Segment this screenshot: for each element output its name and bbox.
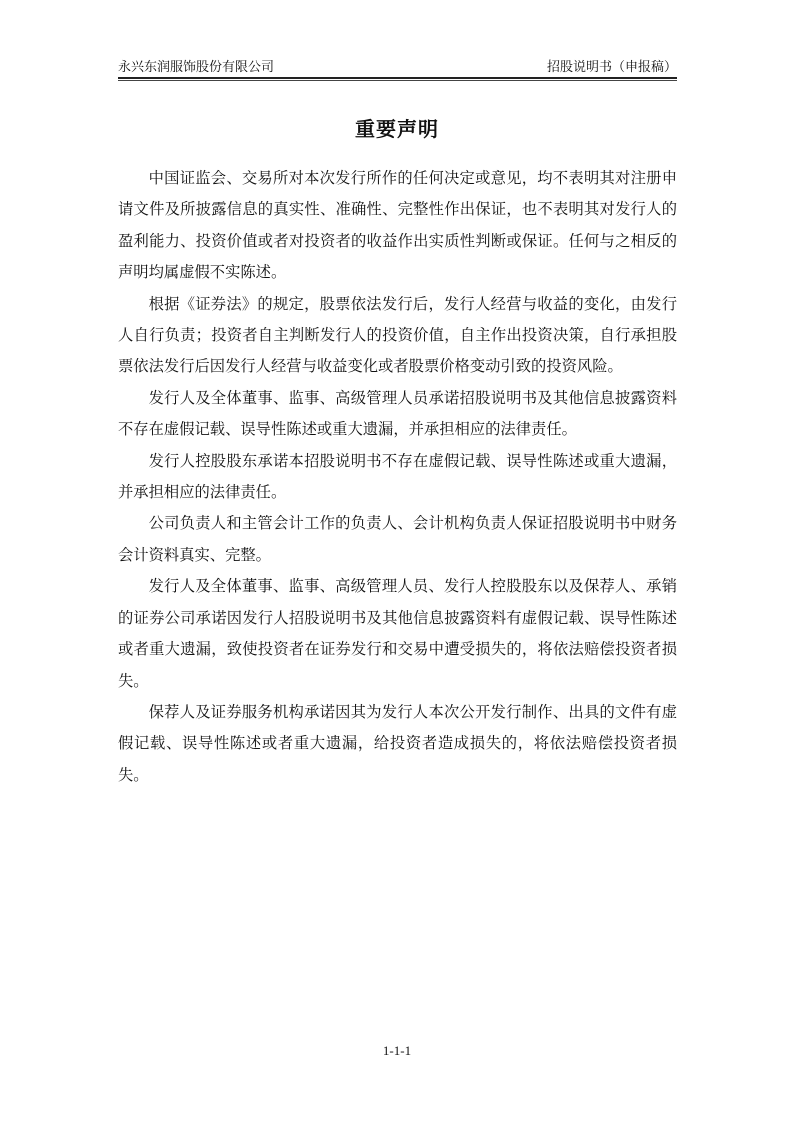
statement-paragraph: 发行人及全体董事、监事、高级管理人员、发行人控股股东以及保荐人、承销的证券公司承诺因发行人招股说明书及其他信息披露资料有虚假记载、误导性陈述或者重大遗漏，致使投资者在证券发行和交易中遭受损失的，将依法赔偿投资者损失。 (118, 577, 677, 690)
page-number: 1-1-1 (382, 1043, 412, 1058)
statement-paragraph: 保荐人及证券服务机构承诺因其为发行人本次公开发行制作、出具的文件有虚假记载、误导性陈述或者重大遗漏，给投资者造成损失的，将依法赔偿投资者损失。 (118, 702, 677, 784)
statement-paragraph: 根据《证券法》的规定，股票依法发行后，发行人经营与收益的变化，由发行人自行负责；投资者自主判断发行人的投资价值，自主作出投资决策，自行承担股票依法发行后因发行人经营与收益变化或者股票价格变动引致的投资风险。 (118, 294, 677, 376)
header-rule-thick (118, 77, 677, 79)
statement-body (118, 163, 677, 791)
header-rule-thin (118, 80, 677, 81)
statement-paragraph: 发行人及全体董事、监事、高级管理人员承诺招股说明书及其他信息披露资料不存在虚假记载、误导性陈述或重大遗漏，并承担相应的法律责任。 (118, 388, 677, 439)
statement-paragraph: 中国证监会、交易所对本次发行所作的任何决定或意见，均不表明其对注册申请文件及所披露信息的真实性、准确性、完整性作出保证，也不表明其对发行人的盈利能力、投资价值或者对投资者的收益作出实质性判断或保证。任何与之相反的声明均属虚假不实陈述。 (118, 169, 677, 282)
header-document-type: 招股说明书（申报稿） (546, 60, 677, 75)
page-header (118, 58, 677, 78)
header-company-name: 永兴东润服饰股份有限公司 (118, 60, 275, 75)
page-title: 重要声明 (355, 117, 439, 141)
statement-paragraph: 公司负责人和主管会计工作的负责人、会计机构负责人保证招股说明书中财务会计资料真实、完整。 (118, 514, 677, 564)
statement-paragraph: 发行人控股股东承诺本招股说明书不存在虚假记载、误导性陈述或重大遗漏，并承担相应的法律责任。 (118, 451, 677, 502)
